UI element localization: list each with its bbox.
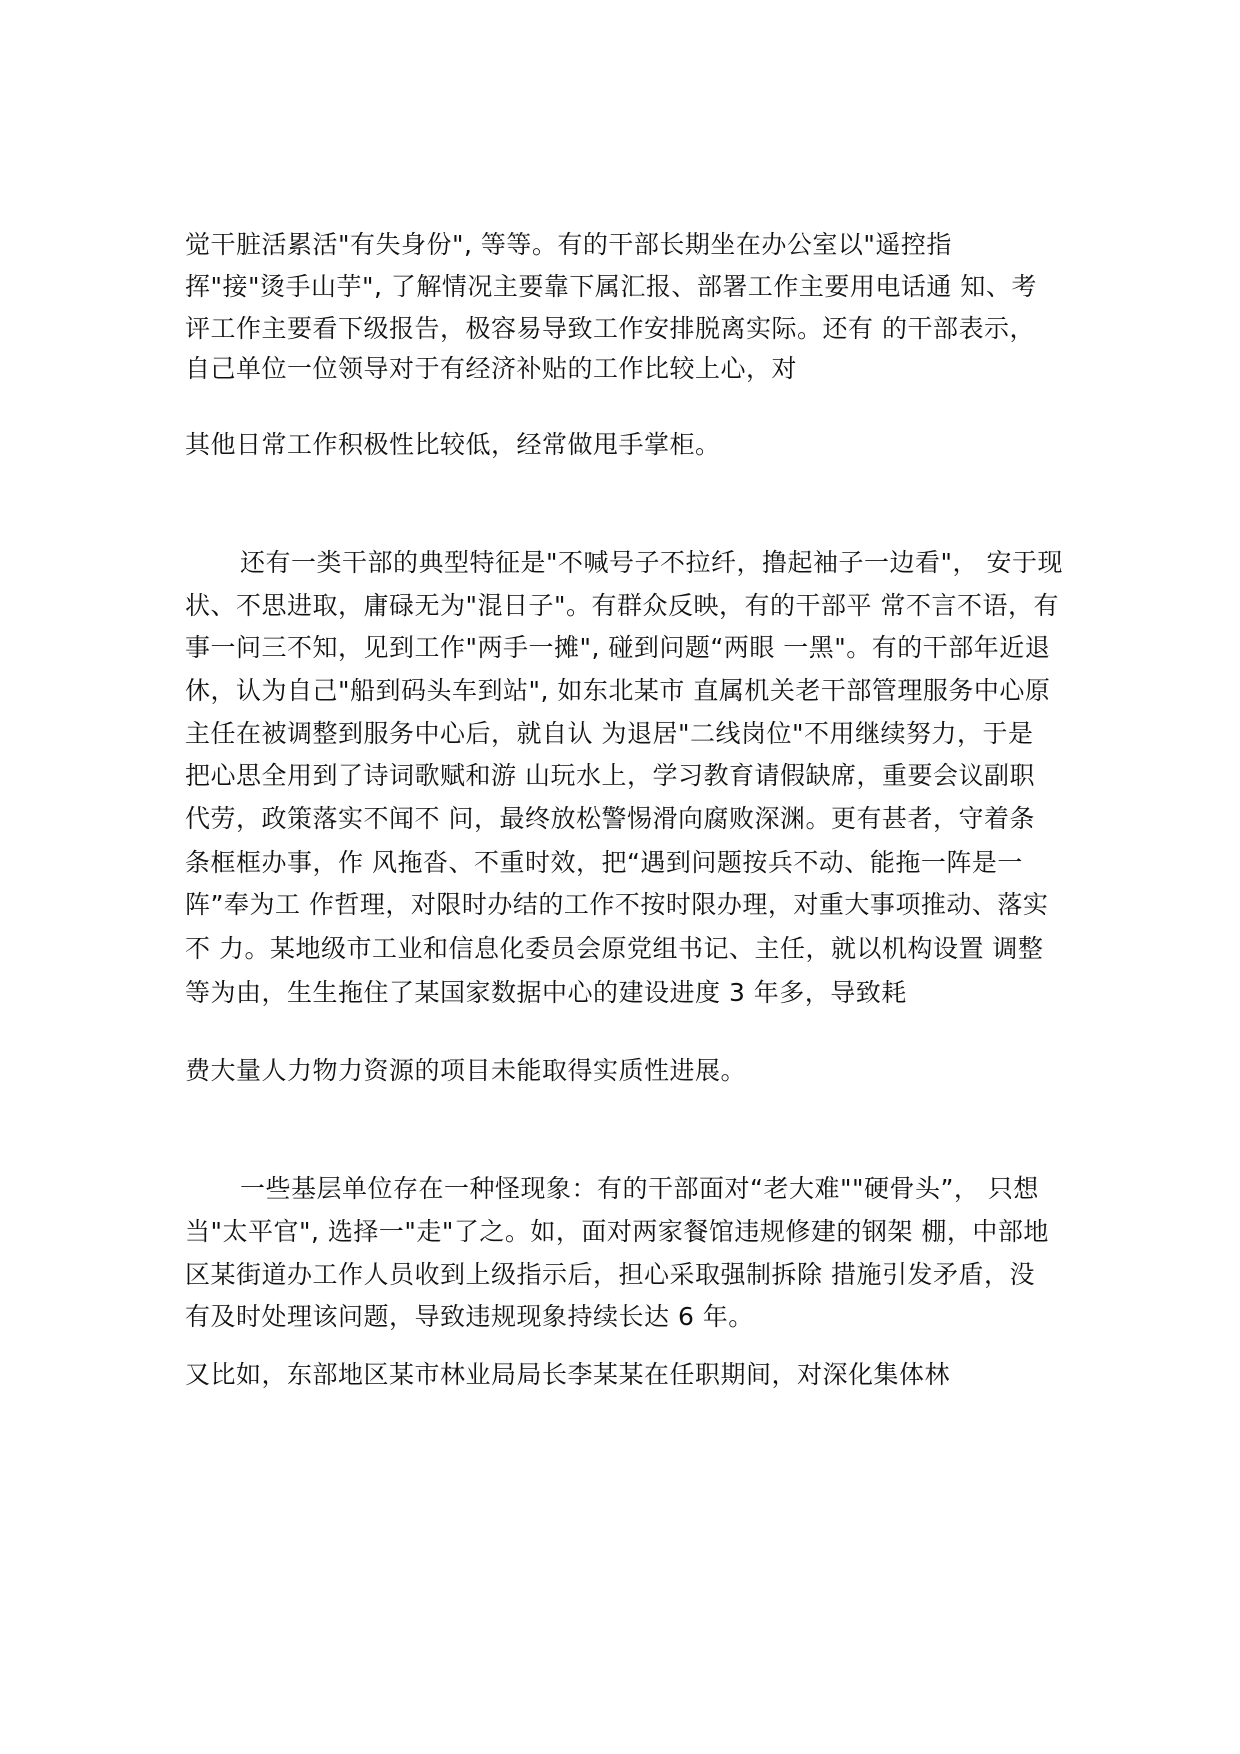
paragraph-1-line-4: 自己单位一位领导对于有经济补贴的工作比较上心，对 (185, 354, 798, 383)
paragraph-3-tail: 又比如，东部地区某市林业局局长李某某在任职期间，对深化集体林 (185, 1360, 951, 1389)
paragraph-2-line-2: 状、不思进取，庸碌无为"混日子"。有群众反映，有的干部平 常不言不语，有 (185, 591, 1059, 620)
paragraph-3-line-2: 当"太平官", 选择一"走"了之。如，面对两家餐馆违规修建的钢架 棚，中部地 (185, 1217, 1049, 1246)
paragraph-1-line-1: 觉干脏活累活"有失身份", 等等。有的干部长期坐在办公室以"遥控指 (185, 230, 952, 259)
paragraph-2-line-1: 还有一类干部的典型特征是"不喊号子不拉纤，撸起袖子一边看"， 安于现 (240, 548, 1063, 577)
paragraph-2-line-9: 阵”奉为工 作哲理，对限时办结的工作不按时限办理，对重大事项推动、落实 (185, 890, 1049, 919)
paragraph-1-line-3: 评工作主要看下级报告，极容易导致工作安排脱离实际。还有 的干部表示， (185, 314, 1035, 343)
paragraph-1-line-2: 挥"接"烫手山芋", 了解情况主要靠下属汇报、部署工作主要用电话通 知、考 (185, 272, 1037, 301)
paragraph-2-line-6: 把心思全用到了诗词歌赋和游 山玩水上，学习教育请假缺席，重要会议副职 (185, 761, 1035, 790)
paragraph-2-line-11: 等为由，生生拖住了某国家数据中心的建设进度 3 年多，导致耗 (185, 978, 907, 1007)
paragraph-2-tail: 费大量人力物力资源的项目未能取得实质性进展。 (185, 1056, 747, 1085)
paragraph-2-line-8: 条框框办事，作 风拖沓、不重时效，把“遇到问题按兵不动、能拖一阵是一 (185, 848, 1023, 877)
paragraph-3-line-1: 一些基层单位存在一种怪现象：有的干部面对“老大难""硬骨头”， 只想 (240, 1174, 1039, 1203)
paragraph-2-line-4: 休，认为自己"船到码头车到站", 如东北某市 直属机关老干部管理服务中心原 (185, 676, 1051, 705)
paragraph-2-line-7: 代劳，政策落实不闻不 问，最终放松警惕滑向腐败深渊。更有甚者，守着条 (185, 804, 1035, 833)
paragraph-2-line-5: 主任在被调整到服务中心后，就自认 为退居"二线岗位"不用继续努力，于是 (185, 719, 1034, 748)
paragraph-1-tail: 其他日常工作积极性比较低，经常做甩手掌柜。 (185, 430, 721, 459)
paragraph-3-line-3: 区某街道办工作人员收到上级指示后，担心采取强制拆除 措施引发矛盾，没 (185, 1260, 1035, 1289)
paragraph-2-line-3: 事一问三不知，见到工作"两手一摊", 碰到问题“两眼 一黑"。有的干部年近退 (185, 633, 1051, 662)
paragraph-3-line-4: 有及时处理该问题，导致违规现象持续长达 6 年。 (185, 1302, 754, 1331)
paragraph-2-line-10: 不 力。某地级市工业和信息化委员会原党组书记、主任，就以机构设置 调整 (185, 934, 1044, 963)
